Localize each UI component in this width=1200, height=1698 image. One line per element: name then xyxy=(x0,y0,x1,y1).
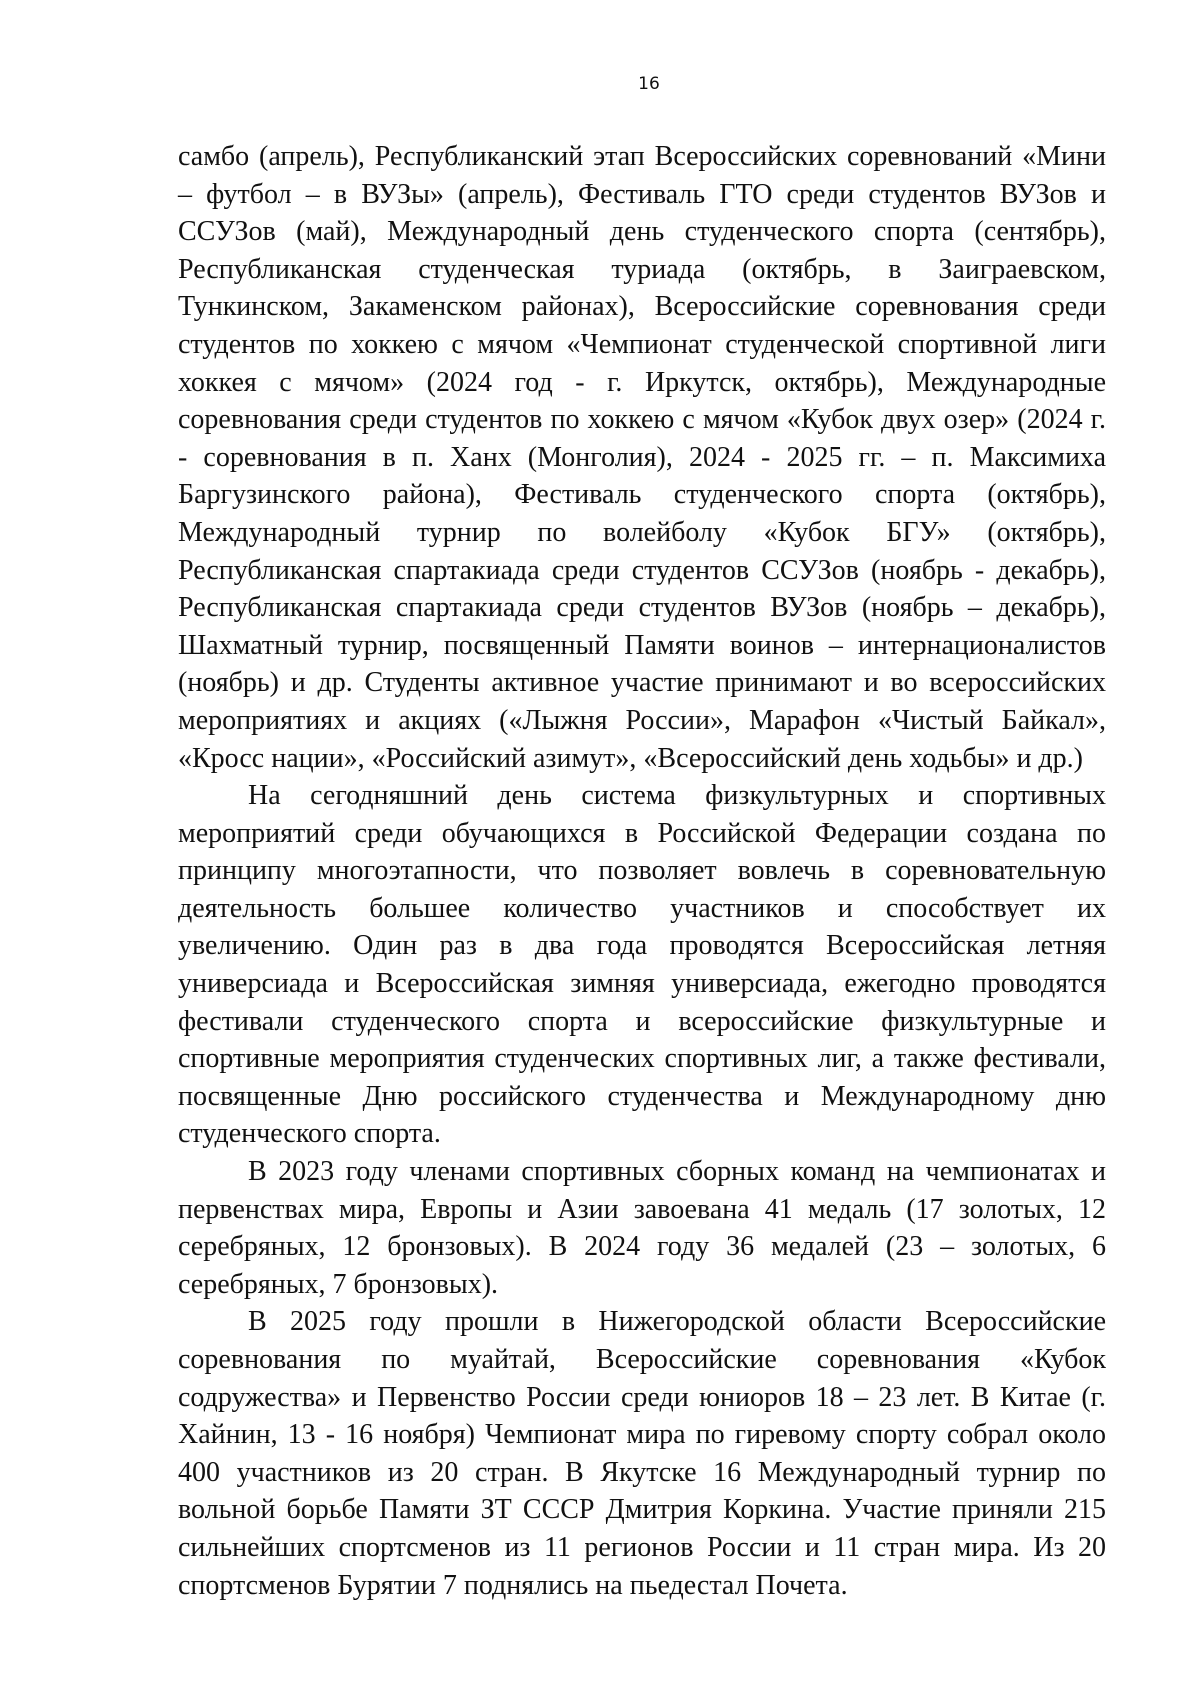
document-body xyxy=(178,138,1106,1604)
paragraph-events-2025: В 2025 году прошли в Нижегородской области Всероссийские соревнования по муайтай, Всероссийские соревнования «Кубок содружества» и Первенство России среди юниоров 18 – 23 лет. В Китае (г. Хайнин, 13 - 16 ноября) Чемпионат мира по гиревому спорту собрал около 400 участников из 20 стран. В Якутске 16 Международный турнир по вольной борьбе Памяти ЗТ СССР Дмитрия Коркина. Участие приняли 215 сильнейших спортсменов из 11 регионов России и 11 стран мира. Из 20 спортсменов Бурятии 7 поднялись на пьедестал Почета. xyxy=(178,1306,1106,1601)
paragraph-continuation: самбо (апрель), Республиканский этап Всероссийских соревнований «Мини – футбол – в ВУЗы» (апрель), Фестиваль ГТО среди студентов ВУЗов и ССУЗов (май), Международный день студенческого спорта (сентябрь), Республиканская студенческая туриада (октябрь, в Заиграевском, Тункинском, Закаменском районах), Всероссийские соревнования среди студентов по хоккею с мячом «Чемпионат студенческой спортивной лиги хоккея с мячом» (2024 год - г. Иркутск, октябрь), Международные соревнования среди студентов по хоккею с мячом «Кубок двух озер» (2024 г. - соревнования в п. Ханх (Монголия), 2024 - 2025 гг. – п. Максимиха Баргузинского района), Фестиваль студенческого спорта (октябрь), Международный турнир по волейболу «Кубок БГУ» (октябрь), Республиканская спартакиада среди студентов ССУЗов (ноябрь - декабрь), Республиканская спартакиада среди студентов ВУЗов (ноябрь – декабрь), Шахматный турнир, посвященный Памяти воинов – интернационалистов (ноябрь) и др. Студенты активное участие принимают и во всероссийских мероприятиях и акциях («Лыжня России», Марафон «Чистый Байкал», «Кросс нации», «Российский азимут», «Всероссийский день ходьбы» и др.) xyxy=(178,141,1106,774)
page-number: 16 xyxy=(638,74,660,94)
paragraph-medals-2023-2024: В 2023 году членами спортивных сборных команд на чемпионатах и первенствах мира, Европы и Азии завоевана 41 медаль (17 золотых, 12 серебряных, 12 бронзовых). В 2024 году 36 медалей (23 – золотых, 6 серебряных, 7 бронзовых). xyxy=(178,1156,1106,1300)
paragraph-competition-system: На сегодняшний день система физкультурных и спортивных мероприятий среди обучающихся в Российской Федерации создана по принципу многоэтапности, что позволяет вовлечь в соревновательную деятельность большее количество участников и способствует их увеличению. Один раз в два года проводятся Всероссийская летняя универсиада и Всероссийская зимняя универсиада, ежегодно проводятся фестивали студенческого спорта и всероссийские физкультурные и спортивные мероприятия студенческих спортивных лиг, а также фестивали, посвященные Дню российского студенчества и Международному дню студенческого спорта. xyxy=(178,780,1106,1150)
